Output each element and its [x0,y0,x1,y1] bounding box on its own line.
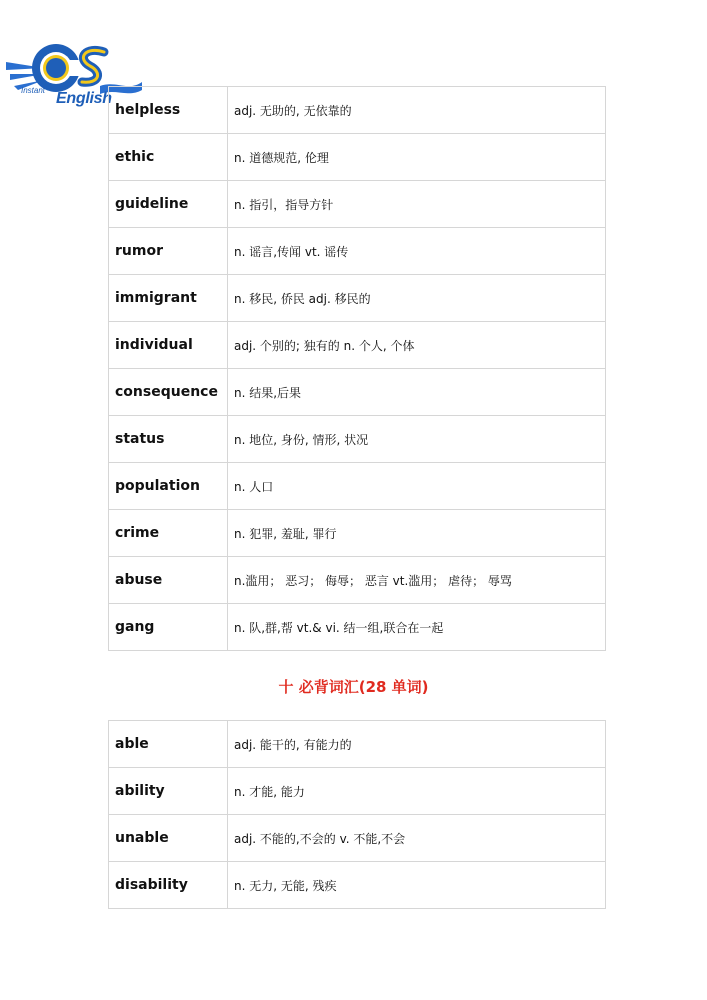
table-row [109,275,606,322]
table-row [109,416,606,463]
word-cell: population [109,463,228,510]
table-row [109,721,606,768]
table-row [109,87,606,134]
definition-cell: adj. 不能的,不会的 v. 不能,不会 [228,815,606,862]
word-cell: ethic [109,134,228,181]
definition-cell: n.滥用； 恶习； 侮辱； 恶言 vt.滥用； 虐待； 辱骂 [228,557,606,604]
word-cell: abuse [109,557,228,604]
table-row [109,463,606,510]
word-cell: disability [109,862,228,909]
table-row [109,768,606,815]
word-cell: helpless [109,87,228,134]
core-vocabulary-table [108,720,606,909]
core-vocabulary-table-body [109,721,606,909]
word-cell: guideline [109,181,228,228]
definition-cell: n. 犯罪, 羞耻, 罪行 [228,510,606,557]
definition-cell: n. 队,群,帮 vt.& vi. 结一组,联合在一起 [228,604,606,651]
word-cell: status [109,416,228,463]
logo-brand-text: English [56,90,112,107]
word-cell: immigrant [109,275,228,322]
definition-cell: n. 道德规范, 伦理 [228,134,606,181]
table-row [109,181,606,228]
table-row [109,815,606,862]
definition-cell: n. 才能, 能力 [228,768,606,815]
table-row [109,862,606,909]
definition-cell: n. 无力, 无能, 残疾 [228,862,606,909]
definition-cell: n. 地位, 身份, 情形, 状况 [228,416,606,463]
definition-cell: n. 移民, 侨民 adj. 移民的 [228,275,606,322]
table-row [109,134,606,181]
word-cell: consequence [109,369,228,416]
table-row [109,510,606,557]
definition-cell: n. 指引，指导方针 [228,181,606,228]
word-cell: able [109,721,228,768]
table-row [109,322,606,369]
definition-cell: n. 结果,后果 [228,369,606,416]
word-cell: gang [109,604,228,651]
vocabulary-table-body [109,87,606,651]
definition-cell: n. 谣言,传闻 vt. 谣传 [228,228,606,275]
word-cell: crime [109,510,228,557]
definition-cell: n. 人口 [228,463,606,510]
word-cell: rumor [109,228,228,275]
section-title: 十 必背词汇(28 单词) [278,678,429,696]
definition-cell: adj. 无助的, 无依靠的 [228,87,606,134]
table-row [109,369,606,416]
definition-cell: adj. 能干的, 有能力的 [228,721,606,768]
logo-small-text: Instant [21,86,46,95]
table-row [109,228,606,275]
word-cell: unable [109,815,228,862]
table-row [109,557,606,604]
vocabulary-table [108,86,606,651]
table-row [109,604,606,651]
definition-cell: adj. 个别的; 独有的 n. 个人, 个体 [228,322,606,369]
word-cell: ability [109,768,228,815]
word-cell: individual [109,322,228,369]
